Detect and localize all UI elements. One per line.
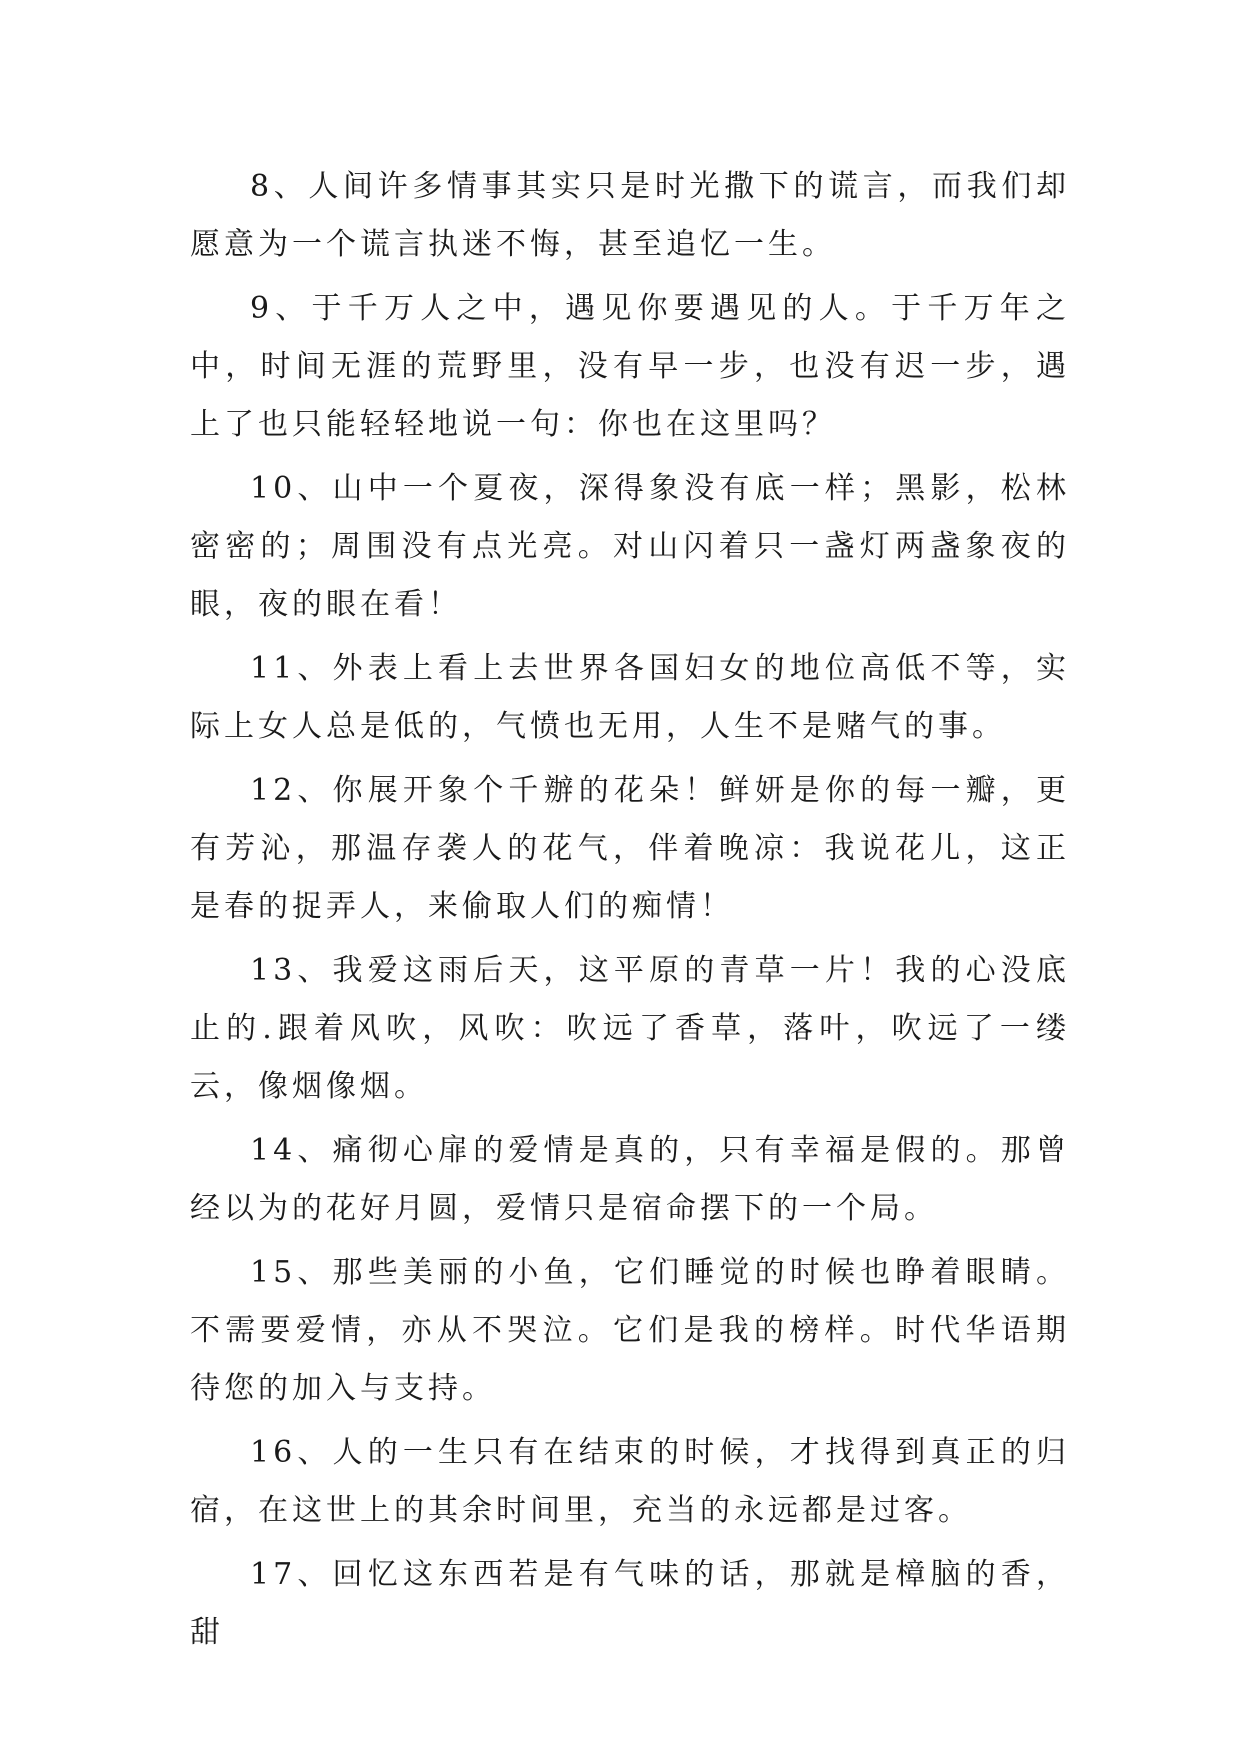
paragraph-8: 8、人间许多情事其实只是时光撒下的谎言，而我们却愿意为一个谎言执迷不悔，甚至追忆一生。 xyxy=(190,169,1070,262)
document-body xyxy=(190,158,1070,1668)
paragraph-15: 15、那些美丽的小鱼，它们睡觉的时候也睁着眼睛。不需要爱情，亦从不哭泣。它们是我的榜样。时代华语期待您的加入与支持。 xyxy=(190,1255,1070,1406)
paragraph-16: 16、人的一生只有在结束的时候，才找得到真正的归宿，在这世上的其余时间里，充当的永远都是过客。 xyxy=(190,1435,1070,1528)
paragraph-10: 10、山中一个夏夜，深得象没有底一样；黑影，松林密密的；周围没有点光亮。对山闪着只一盏灯两盏象夜的眼，夜的眼在看！ xyxy=(190,471,1070,622)
paragraph-12: 12、你展开象个千辦的花朵！鲜妍是你的每一瓣，更有芳沁，那温存袭人的花气，伴着晚凉：我说花儿，这正是春的捉弄人，来偷取人们的痴情！ xyxy=(190,773,1070,924)
paragraph-13: 13、我爱这雨后天，这平原的青草一片！我的心没底止的.跟着风吹，风吹：吹远了香草，落叶，吹远了一缕云，像烟像烟。 xyxy=(190,953,1070,1104)
paragraph-17: 17、回忆这东西若是有气味的话，那就是樟脑的香，甜 xyxy=(190,1557,1070,1650)
paragraph-14: 14、痛彻心扉的爱情是真的，只有幸福是假的。那曾经以为的花好月圆，爱情只是宿命摆下的一个局。 xyxy=(190,1133,1070,1226)
paragraph-9: 9、于千万人之中，遇见你要遇见的人。于千万年之中，时间无涯的荒野里，没有早一步，也没有迟一步，遇上了也只能轻轻地说一句：你也在这里吗？ xyxy=(190,291,1070,442)
paragraph-11: 11、外表上看上去世界各国妇女的地位高低不等，实际上女人总是低的，气愤也无用，人生不是赌气的事。 xyxy=(190,651,1070,744)
